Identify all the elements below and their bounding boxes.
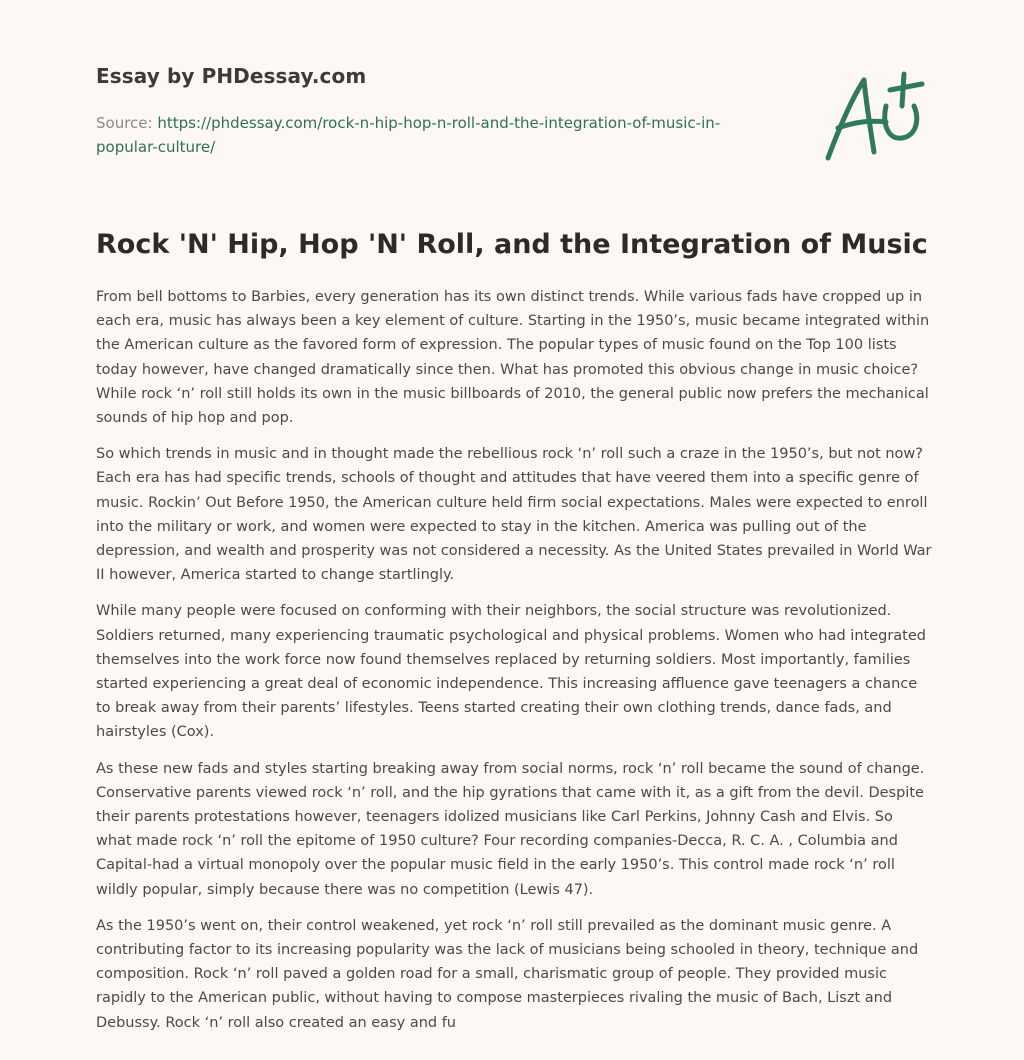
essay-body (96, 285, 932, 1047)
paragraph: So which trends in music and in thought made the rebellious rock ‘n’ roll such a craze in the 1950’s, but not now? Each era has had specific trends, schools of thought and attitudes that have veered them into a specific genre of music. Rockin’ Out Before 1950, the American culture held firm social expectations. Males were expected to enroll into the military or work, and women were expected to stay in the kitchen. America was pulling out of the depression, and wealth and prosperity was not considered a necessity. As the United States prevailed in World War II however, America started to change startlingly. (96, 446, 932, 584)
essay-title: Rock 'N' Hip, Hop 'N' Roll, and the Integration of Music (96, 229, 928, 260)
paragraph: As the 1950’s went on, their control weakened, yet rock ‘n’ roll still prevailed as the dominant music genre. A contributing factor to its increasing popularity was the lack of musicians being schooled in theory, technique and composition. Rock ‘n’ roll paved a golden road for a small, charismatic group of people. They provided music rapidly to the American public, without having to compose masterpieces rivaling the music of Bach, Liszt and Debussy. Rock ‘n’ roll also created an easy and fu (96, 917, 919, 1031)
site-title: Essay by PHDessay.com (96, 64, 367, 88)
source-link[interactable]: https://phdessay.com/rock-n-hip-hop-n-roll-and-the-integration-of-music-in-popular-culture/ (96, 114, 721, 156)
paragraph: While many people were focused on conforming with their neighbors, the social structure was revolutionized. Soldiers returned, many experiencing traumatic psychological and physical problems. Women who had integrated themselves into the work force now found themselves replaced by returning soldiers. Most importantly, families started experiencing a great deal of economic independence. This increasing affluence gave teenagers a chance to break away from their parents’ lifestyles. Teens started creating their own clothing trends, dance fads, and hairstyles (Cox). (96, 603, 926, 741)
source-line (96, 111, 756, 159)
paragraph: As these new fads and styles starting breaking away from social norms, rock ‘n’ roll became the sound of change. Conservative parents viewed rock ‘n’ roll, and the hip gyrations that came with it, as a gift from the devil. Despite their parents protestations however, teenagers idolized musicians like Carl Perkins, Johnny Cash and Elvis. So what made rock ‘n’ roll the epitome of 1950 culture? Four recording companies-Decca, R. C. A. , Columbia and Capital-had a virtual monopoly over the popular music field in the early 1950’s. This control made rock ‘n’ roll wildly popular, simply because there was no competition (Lewis 47). (96, 760, 925, 898)
a-plus-logo-icon (818, 66, 930, 166)
source-label: Source: (96, 114, 153, 132)
paragraph: From bell bottoms to Barbies, every generation has its own distinct trends. While various fads have cropped up in each era, music has always been a key element of culture. Starting in the 1950’s, music became integrated within the American culture as the favored form of expression. The popular types of music found on the Top 100 lists today however, have changed dramatically since then. What has promoted this obvious change in music choice? While rock ‘n’ roll still holds its own in the music billboards of 2010, the general public now prefers the mechanical sounds of hip hop and pop. (96, 289, 930, 427)
